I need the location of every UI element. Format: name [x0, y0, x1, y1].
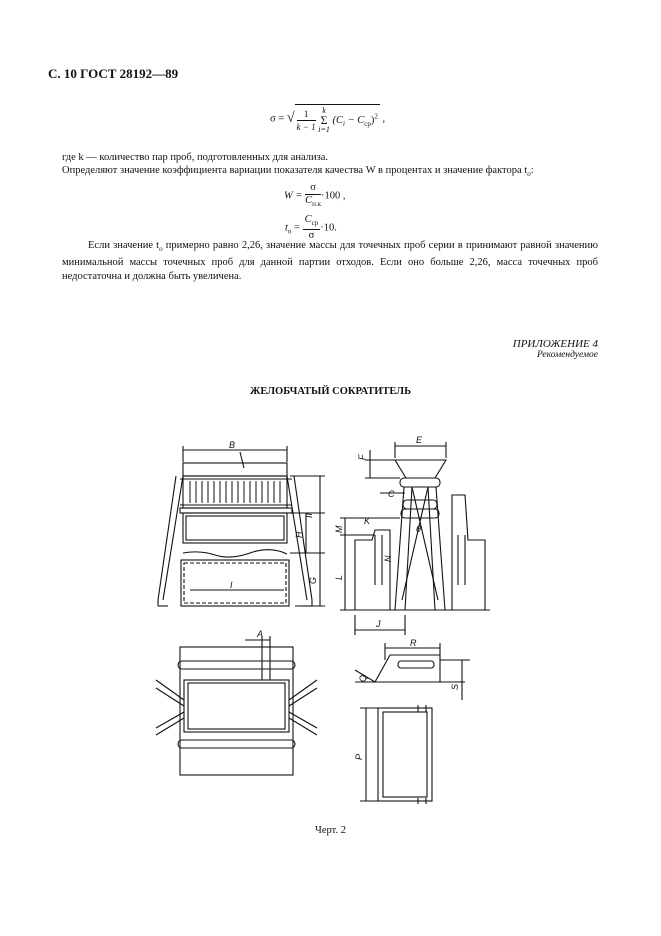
- paragraph-rest: примерно равно 2,26, значение массы для точечных проб серии в принимают равной значению минимальной массы точечных проб для данной партии отходов. Если оно больше 2,26, масса точечных проб недостаточна и должна быть увеличена.: [62, 240, 598, 283]
- figure-caption: Черт. 2: [315, 825, 346, 836]
- dim-label-a: A: [257, 629, 264, 639]
- line-determine-sub: o: [527, 170, 531, 179]
- formula-t-eq: =: [294, 222, 300, 234]
- sum-close: ): [370, 114, 375, 126]
- sum-sign: Σ: [320, 113, 328, 127]
- dim-label-r: R: [410, 638, 417, 648]
- sum-top: k: [322, 106, 326, 115]
- dim-label-h: H: [294, 531, 304, 538]
- dim-label-l: L: [334, 574, 344, 580]
- fraction-numerator: 1: [297, 108, 316, 121]
- side-view: [340, 442, 490, 635]
- formula-t-lhs-sub: o: [287, 227, 292, 236]
- formula-t-tail: ·10.: [320, 222, 337, 234]
- formula-w-den-sub: п.к: [312, 200, 322, 209]
- plan-view: [156, 636, 317, 775]
- paragraph-start: Если значение t: [88, 240, 160, 251]
- power: 2: [374, 112, 378, 121]
- formula-w-num: σ: [305, 182, 321, 195]
- line-determine-text: Определяют значение коэффициента вариации показателя качества W в процентах и значение фактора t: [62, 165, 528, 176]
- dim-label-c: C: [388, 489, 395, 499]
- sqrt-sign: √: [286, 110, 295, 126]
- appendix-label: ПРИЛОЖЕНИЕ 4: [512, 338, 598, 350]
- dim-label-i: I: [230, 580, 233, 590]
- dim-label-q: Q: [358, 674, 368, 682]
- formula-sigma-lhs: σ =: [270, 113, 285, 125]
- formula-w-lhs: W =: [284, 190, 303, 202]
- sub-i: i: [342, 120, 345, 128]
- page-header: С. 10 ГОСТ 28192—89: [48, 66, 179, 81]
- sum-bottom: i=1: [318, 125, 330, 134]
- dim-label-theta: θ: [416, 524, 421, 534]
- formula-w-tail: ·100 ,: [321, 190, 346, 202]
- formula-t-num-main: C: [304, 214, 312, 225]
- front-view: [158, 446, 325, 606]
- dim-label-e: E: [416, 435, 423, 445]
- dim-label-ii: II: [304, 512, 314, 518]
- appendix-status: Рекомендуемое: [536, 350, 598, 360]
- paragraph-sub: o: [159, 245, 163, 254]
- fraction-denominator: k − 1: [296, 122, 316, 132]
- chute-detail: [355, 643, 470, 700]
- formula-w-den-main: C: [305, 195, 313, 206]
- sum-minus: − C: [344, 114, 365, 126]
- dim-label-s: S: [450, 683, 460, 690]
- formula-t-den: σ: [308, 230, 315, 242]
- dim-label-f: F: [357, 454, 367, 460]
- sum-body: (C: [332, 114, 343, 126]
- dim-label-j: J: [376, 619, 381, 629]
- formula-t-num-sub: ср: [311, 219, 319, 228]
- dim-label-n: N: [383, 555, 393, 562]
- dim-label-g: G: [308, 576, 318, 584]
- dim-label-p: P: [354, 753, 364, 760]
- dim-label-m: M: [334, 525, 344, 533]
- formula-sigma-tail: ,: [382, 113, 386, 125]
- box-detail: [360, 705, 432, 804]
- line-k: где k — количество пар проб, подготовленных для анализа.: [62, 152, 329, 163]
- drawing-title: ЖЕЛОБЧАТЫЙ СОКРАТИТЕЛЬ: [249, 386, 412, 397]
- line-determine-tail: :: [530, 165, 534, 176]
- sub-cp: ср: [364, 120, 371, 128]
- dim-label-k: K: [364, 516, 371, 526]
- formula-t-lhs: t: [285, 222, 288, 234]
- dim-label-b: B: [229, 440, 236, 450]
